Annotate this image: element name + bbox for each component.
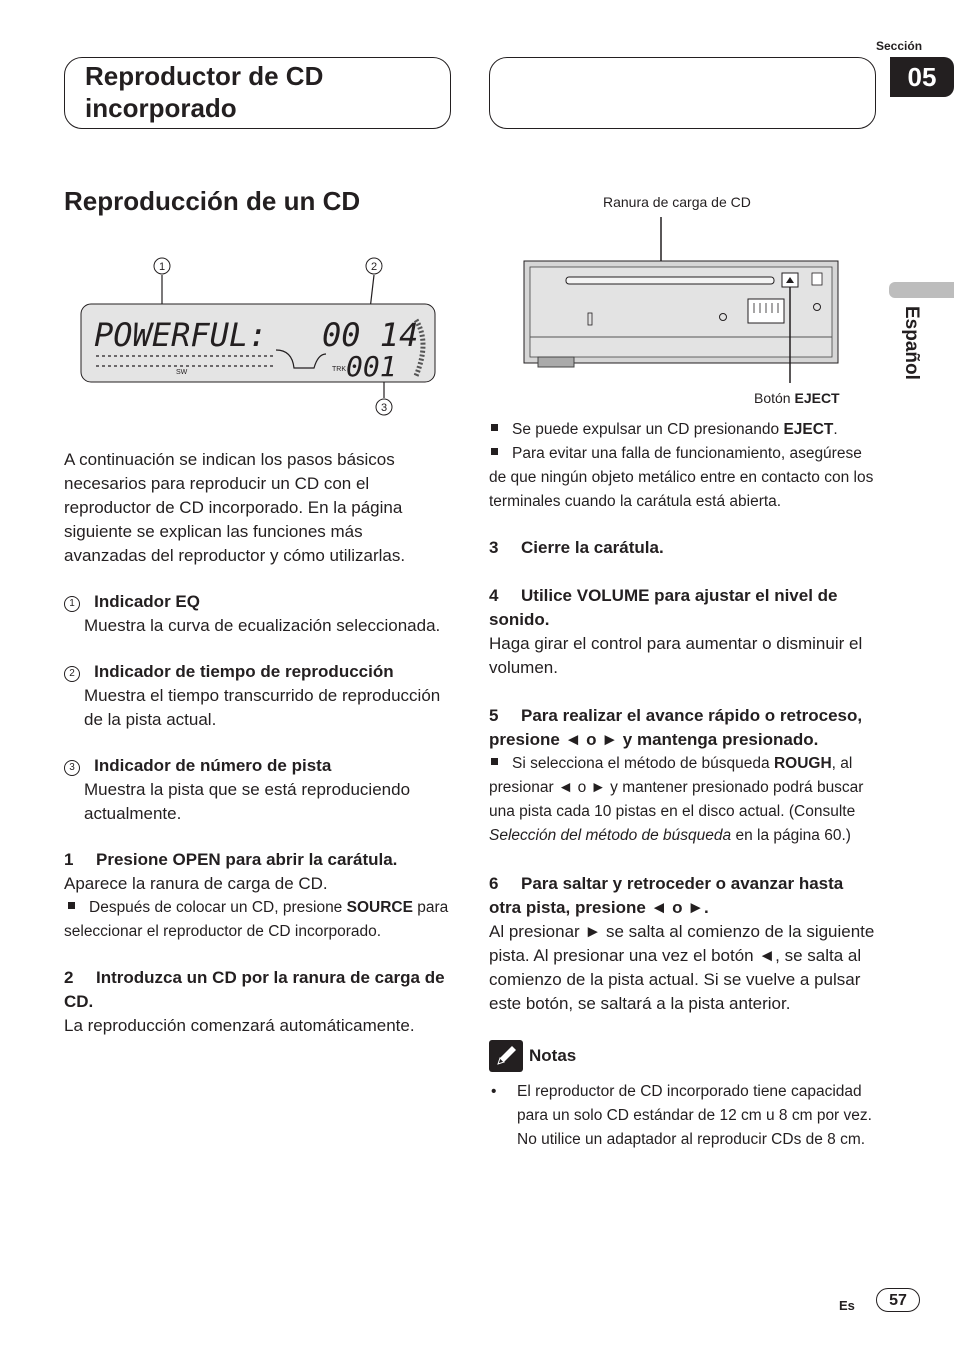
lcd-time-text: 00 14: [322, 316, 419, 354]
notes-title: Notas: [529, 1046, 577, 1065]
section-label: Sección: [876, 39, 923, 53]
svg-text:3: 3: [380, 402, 388, 414]
section-number-tab: 05: [890, 57, 954, 97]
lcd-main-text: POWERFUL:: [94, 316, 268, 354]
lcd-track-text: 001: [346, 350, 397, 383]
step-3: 3 Cierre la carátula.: [489, 538, 664, 557]
notes-section: [489, 1040, 876, 1152]
step-2: 2 Introduzca un CD por la ranura de carga de CD. La reproducción comenzará automáticamente.: [64, 968, 445, 1035]
display-figure: [64, 250, 454, 425]
svg-text:2: 2: [370, 261, 378, 273]
step-1-note: Después de colocar un CD, presione SOURCE para seleccionar el reproductor de CD incorporado.: [64, 899, 449, 940]
notes-item: • El reproductor de CD incorporado tiene capacidad para un solo CD estándar de 12 cm u 8 cm por vez. No utilice un adaptador al reproducir CDs de 8 cm.: [491, 1083, 872, 1148]
indicator-1: 1 Indicador EQ Muestra la curva de ecualización seleccionada.: [64, 590, 449, 638]
indicator-2: 2 Indicador de tiempo de reproducción Muestra el tiempo transcurrido de reproducción de la pista actual.: [64, 660, 449, 732]
language-tab-bar: [889, 282, 954, 298]
svg-text:1: 1: [158, 261, 166, 273]
left-column: [64, 448, 449, 1038]
indicator-3: 3 Indicador de número de pista Muestra la pista que se está reproduciendo actualmente.: [64, 754, 449, 826]
cd-slot: [566, 277, 774, 284]
intro-paragraph: A continuación se indican los pasos básicos necesarios para reproducir un CD con el reproductor de CD incorporado. En la página siguiente se explican las funciones más avanzadas del reproductor y cómo utilizarlas.: [64, 450, 406, 565]
unit-figure: [520, 215, 845, 395]
step-5-note: Si selecciona el método de búsqueda ROUGH, al presionar ◄ o ► y mantener presionado podrá buscar una pista cada 10 pistas en el disco actual. (Consulte Selección del método de búsqueda en la página 60.): [489, 755, 864, 844]
lcd-sw-label: SW: [176, 369, 188, 376]
step-5: 5 Para realizar el avance rápido o retroceso, presione ◄ o ► y mantenga presionado. Si selecciona el método de búsqueda ROUGH, al presionar ◄ o ► y mantener presionado podrá buscar una pista cada 10 pistas en el disco actual. (Consulte Selección del método de búsqueda en la página 60.): [489, 704, 876, 848]
eject-label: Botón EJECT: [754, 390, 840, 406]
empty-header-box: [489, 57, 876, 129]
page-heading: Reproducción de un CD: [64, 186, 361, 216]
right-column: [489, 418, 876, 1152]
language-tab-label: Español: [901, 306, 922, 380]
step-4: 4 Utilice VOLUME para ajustar el nivel de sonido. Haga girar el control para aumentar o disminuir el volumen.: [489, 586, 863, 677]
caution-bullet: Para evitar una falla de funcionamiento, asegúrese de que ningún objeto metálico entre en contacto con los terminales cuando la carátula está abierta.: [489, 445, 874, 510]
lcd-trk-label: TRK: [332, 366, 346, 373]
step-1: 1 Presione OPEN para abrir la carátula. Aparece la ranura de carga de CD. Después de colocar un CD, presione SOURCE para seleccionar el reproductor de CD incorporado.: [64, 848, 449, 944]
footer-lang: Es: [839, 1298, 855, 1313]
eject-bullet: Se puede expulsar un CD presionando EJECT.: [489, 418, 876, 442]
notes-pencil-icon: [489, 1040, 523, 1072]
slot-label: Ranura de carga de CD: [603, 194, 751, 210]
section-title: Reproductor de CD incorporado: [85, 61, 324, 123]
page-number: 57: [876, 1288, 920, 1312]
step-6: 6 Para saltar y retroceder o avanzar hasta otra pista, presione ◄ o ►. Al presionar ► se salta al comienzo de la siguiente pista. Al presionar una vez el botón ◄, se salta al comienzo de la pista actual. Si se vuelve a pulsar este botón, se saltará a la pista anterior.: [489, 874, 875, 1013]
